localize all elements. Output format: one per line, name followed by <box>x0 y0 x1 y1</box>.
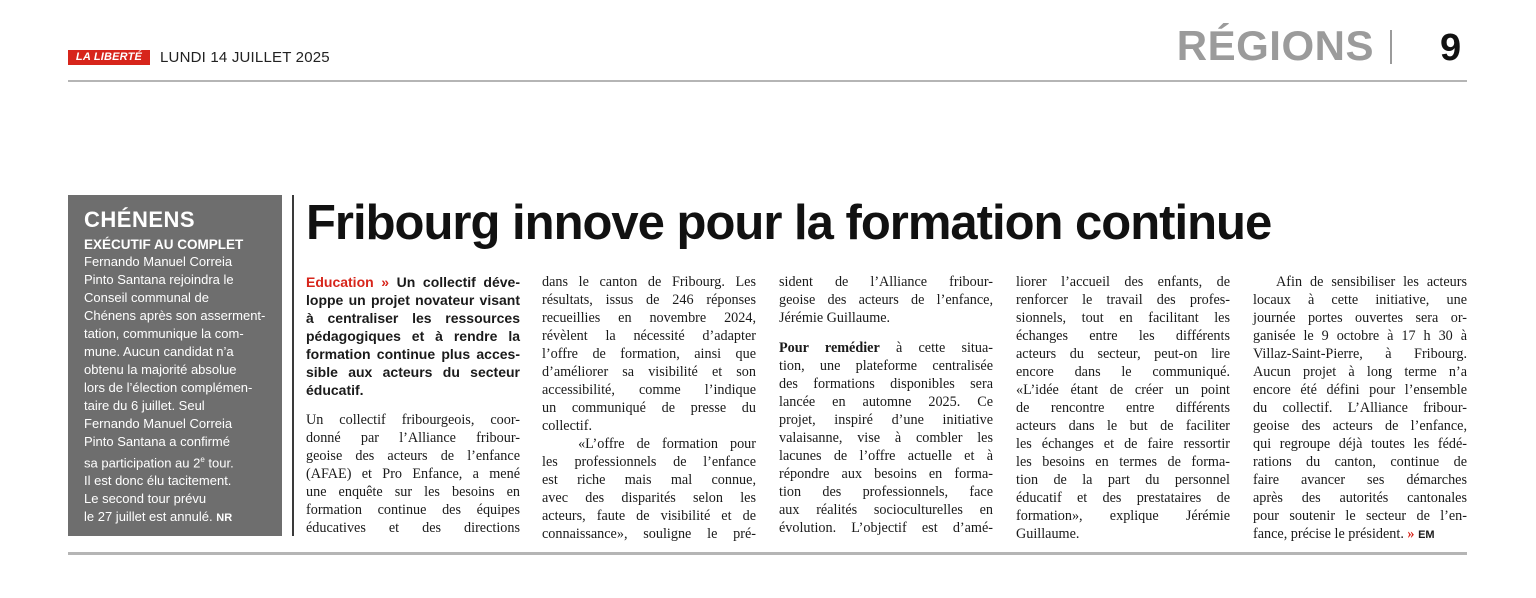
body-line: rations du canton, continue de <box>1253 454 1467 470</box>
article-rubric: Education <box>306 274 374 290</box>
body-line: tion, une plateforme centralisée <box>779 358 993 374</box>
body-line: Villaz-Saint-Pierre, à Fribourg. <box>1253 346 1467 362</box>
body-line: geoise des acteurs de l’enfance, <box>779 292 993 308</box>
body-line: faire avancer ses démarches <box>1253 472 1467 488</box>
body-line: évolution. L’objectif est d’amé- <box>779 520 993 536</box>
brief-line <box>84 451 272 472</box>
body-line: l’offre de formation, ainsi que <box>542 346 756 362</box>
body-line: des formations disponibles sera <box>779 376 993 392</box>
body-line: formation continue des équipes <box>306 502 520 518</box>
article-headline: Fribourg innove pour la formation continue <box>306 196 1272 250</box>
body-line: d’améliorer sa visibilité et son <box>542 364 756 380</box>
body-line: pour soutenir le secteur de l’en- <box>1253 508 1467 524</box>
body-line: les besoins en termes de forma- <box>1016 454 1230 470</box>
brief-line: Fernando Manuel Correia <box>84 416 233 431</box>
body-line: donné par l’Alliance fribour- <box>306 430 520 446</box>
body-line: est riche mais mal connue, <box>542 472 756 488</box>
body-line: Guillaume. <box>1016 526 1080 542</box>
article-column-4 <box>1016 273 1230 543</box>
body-line: Aucun projet à long terme n’a <box>1253 364 1467 380</box>
brief-line-text: le 27 juillet est annulé. <box>84 509 213 525</box>
body-line: collectif. <box>542 418 593 434</box>
brief-line-end: tour. <box>204 455 234 471</box>
body-text: à cette situa- <box>879 340 993 356</box>
brief-line: tation, communique la com- <box>84 326 244 341</box>
lead-line: sible aux acteurs du secteur <box>306 364 520 380</box>
body-line: un communiqué de presse du <box>542 400 756 416</box>
body-line: encore dans le communiqué. <box>1016 364 1230 380</box>
body-line: «L’idée étant de créer un point <box>1016 382 1230 398</box>
subhead-inline: Pour remédier <box>779 340 880 356</box>
brief-line: mune. Aucun candidat n’a <box>84 344 234 359</box>
body-line: qui regroupe déjà toutes les fédé- <box>1253 436 1467 452</box>
end-arrow-icon: » <box>1407 526 1415 542</box>
page-number: 9 <box>1440 27 1462 69</box>
body-line: «L’offre de formation pour <box>542 436 756 452</box>
body-line: échanges entre les différents <box>1016 328 1230 344</box>
body-line: répondre aux besoins en forma- <box>779 466 993 482</box>
body-line: valaisanne, vise à combler les <box>779 430 993 446</box>
body-line <box>1253 525 1467 544</box>
body-line: les échanges et de faire ressortir <box>1016 436 1230 452</box>
lead-line: éducatif. <box>306 382 364 398</box>
body-line: éducatives et des directions <box>306 520 520 536</box>
body-line: avec des disparités selon les <box>542 490 756 506</box>
body-line: dans le canton de Fribourg. Les <box>542 274 756 290</box>
newspaper-logo: LA LIBERTÉ <box>68 50 150 65</box>
brief-line <box>84 508 272 527</box>
brief-line: lors de l’élection complémen- <box>84 380 253 395</box>
brief-signature: NR <box>216 512 233 525</box>
body-line: journée portes ouvertes sera or- <box>1253 310 1467 326</box>
body-line: sionnels, tout en facilitant les <box>1016 310 1230 326</box>
superscript: e <box>200 455 205 464</box>
body-line: du collectif. L’Alliance fribour- <box>1253 400 1467 416</box>
body-text: fance, précise le président. <box>1253 526 1404 542</box>
section-separator <box>1390 30 1392 64</box>
body-line: de rencontre entre différents <box>1016 400 1230 416</box>
body-line: sident de l’Alliance fribour- <box>779 274 993 290</box>
section-name: RÉGIONS <box>1176 22 1374 69</box>
brief-title: CHÉNENS <box>84 207 196 232</box>
lead-line: à centraliser les ressources <box>306 310 520 326</box>
body-line: (AFAE) et Pro Enfance, a mené <box>306 466 520 482</box>
body-line: lancée en automne 2025. Ce <box>779 394 993 410</box>
body-line: acteurs dans le but de faciliter <box>1016 418 1230 434</box>
body-line: tion des professionnels, face <box>779 484 993 500</box>
body-line: projet, inspiré d’une initiative <box>779 412 993 428</box>
body-line: geoise des acteurs de l’enfance <box>306 448 520 464</box>
footer-rule <box>68 552 1467 555</box>
body-line: liorer l’accueil des enfants, de <box>1016 274 1230 290</box>
body-line: résultats, issus de 246 réponses <box>542 292 756 308</box>
body-line: Afin de sensibiliser les acteurs <box>1253 274 1467 290</box>
lead-line: pédagogiques et à rendre la <box>306 328 520 344</box>
brief-line: Pinto Santana rejoindra le <box>84 272 234 287</box>
body-line: locaux à cette initiative, une <box>1253 292 1467 308</box>
lead-line: loppe un projet novateur visant <box>306 292 520 308</box>
body-line: encore été défini pour l’ensemble <box>1253 382 1467 398</box>
brief-line: taire du 6 juillet. Seul <box>84 398 205 413</box>
lead-line: formation continue plus acces- <box>306 346 520 362</box>
body-line: formation», explique Jérémie <box>1016 508 1230 524</box>
body-line: les professionnels de l’enfance <box>542 454 756 470</box>
body-line: tion de la part du personnel <box>1016 472 1230 488</box>
brief-line: Le second tour prévu <box>84 491 207 507</box>
body-line: connaissance», souligne le pré- <box>542 526 756 542</box>
lead-text: Un collectif déve- <box>389 274 521 290</box>
article-column-1 <box>306 273 520 537</box>
brief-line: Conseil communal de <box>84 290 210 305</box>
brief-line: Il est donc élu tacitement. <box>84 473 232 489</box>
brief-line: Pinto Santana a confirmé <box>84 434 230 449</box>
body-line: après des autorités cantonales <box>1253 490 1467 506</box>
body-line: révèlent la nécessité d’adapter <box>542 328 756 344</box>
header-rule <box>68 80 1467 82</box>
body-line: Un collectif fribourgeois, coor- <box>306 412 520 428</box>
brief-line: Chénens après son asserment- <box>84 308 266 323</box>
article-column-3 <box>779 273 993 537</box>
body-line: recueillies en novembre 2024, <box>542 310 756 326</box>
body-line: lacunes de l’offre actuelle et à <box>779 448 993 464</box>
article-column-2 <box>542 273 756 543</box>
body-line: Jérémie Guillaume. <box>779 310 891 326</box>
body-line: acteurs, faute de visibilité et de <box>542 508 756 524</box>
brief-body <box>84 253 272 527</box>
brief-kicker: EXÉCUTIF AU COMPLET <box>84 237 244 252</box>
rubric-arrow-icon: » <box>381 274 390 290</box>
issue-date: LUNDI 14 JUILLET 2025 <box>160 49 330 66</box>
brief-line: Fernando Manuel Correia <box>84 254 233 269</box>
article-signature: EM <box>1418 529 1435 541</box>
body-line: geoise des acteurs de l’enfance, <box>1253 418 1467 434</box>
brief-line: obtenu la majorité absolue <box>84 362 237 377</box>
article-lead <box>306 273 520 399</box>
column-rule <box>292 195 294 536</box>
body-line: ganisée le 9 octobre à 17 h 30 à <box>1253 328 1467 344</box>
body-line: renforcer le travail des profes- <box>1016 292 1230 308</box>
body-line: une enquête sur les besoins en <box>306 484 520 500</box>
body-line: éducatif et des prestataires de <box>1016 490 1230 506</box>
news-brief <box>68 195 282 536</box>
article-column-5 <box>1253 273 1467 544</box>
brief-line-text: sa participation au 2 <box>84 455 201 471</box>
body-line: accessibilité, comme l’indique <box>542 382 756 398</box>
body-line: acteurs du secteur, peut-on lire <box>1016 346 1230 362</box>
body-line: aux réalités socioculturelles en <box>779 502 993 518</box>
